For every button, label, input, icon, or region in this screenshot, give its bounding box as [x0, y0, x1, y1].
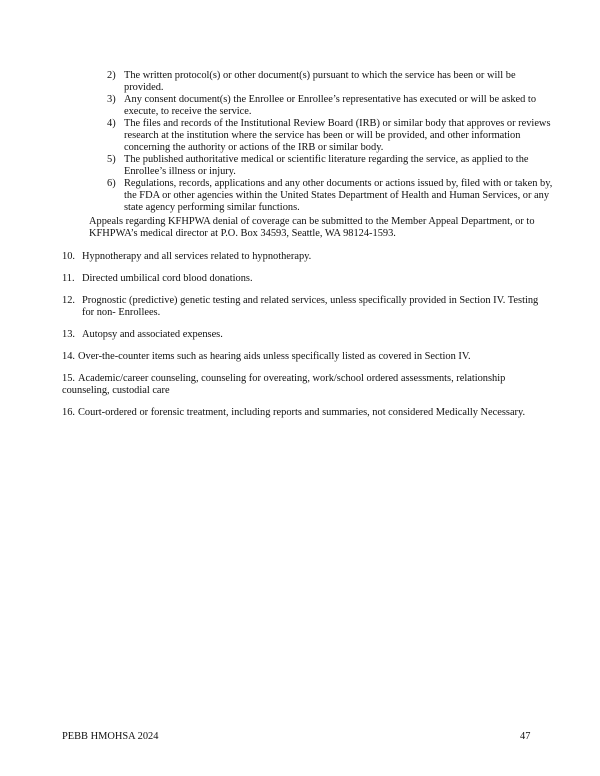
- sub-item-text: execute, to receive the service.: [124, 106, 252, 117]
- exclusion-number: 10.: [62, 251, 75, 262]
- footer-document-title: PEBB HMOHSA 2024: [62, 731, 159, 742]
- footer-page-number: 47: [520, 731, 531, 742]
- sub-item-text: Enrollee’s illness or injury.: [124, 166, 236, 177]
- sub-item-text: Any consent document(s) the Enrollee or Enrollee’s representative has executed or will be asked to: [124, 94, 537, 105]
- exclusion-text: counseling, custodial care: [62, 385, 170, 396]
- sub-item-number: 5): [107, 154, 116, 165]
- sub-item-number: 4): [107, 118, 116, 129]
- sub-item-text: Regulations, records, applications and any other documents or actions issued by, filed with or taken by,: [124, 178, 553, 189]
- sub-item-number: 2): [107, 70, 116, 81]
- exclusion-text: Hypnotherapy and all services related to hypnotherapy.: [82, 251, 312, 262]
- exclusion-number: 15.: [62, 373, 75, 384]
- exclusion-text: Court-ordered or forensic treatment, including reports and summaries, not considered Medically Necessary.: [78, 407, 526, 418]
- exclusion-number: 13.: [62, 329, 75, 340]
- sub-item-text: research at the institution where the service has been or will be provided, and other information: [124, 130, 521, 141]
- exclusion-text: Over-the-counter items such as hearing aids unless specifically listed as covered in Section IV.: [78, 351, 471, 362]
- exclusion-number: 12.: [62, 295, 75, 306]
- exclusion-text: for non- Enrollees.: [82, 307, 161, 318]
- exclusion-number: 14.: [62, 351, 75, 362]
- exclusion-text: Academic/career counseling, counseling for overeating, work/school ordered assessments, relationship: [78, 373, 506, 384]
- sub-item-text: concerning the authority or actions of the IRB or similar body.: [124, 142, 384, 153]
- sub-item-text: The files and records of the Institutional Review Board (IRB) or similar body that approves or reviews: [124, 118, 551, 129]
- exclusion-text: Autopsy and associated expenses.: [82, 329, 223, 340]
- sub-item-text: state agency performing similar functions.: [124, 202, 300, 213]
- exclusion-text: Prognostic (predictive) genetic testing and related services, unless specifically provided in Section IV. Testing: [82, 295, 539, 306]
- sub-item-text: provided.: [124, 82, 164, 93]
- appeals-paragraph: Appeals regarding KFHPWA denial of coverage can be submitted to the Member Appeal Department, or to: [89, 216, 535, 227]
- sub-item-text: The written protocol(s) or other document(s) pursuant to which the service has been or will be: [124, 70, 516, 81]
- sub-item-number: 6): [107, 178, 116, 189]
- sub-item-text: The published authoritative medical or scientific literature regarding the service, as applied to the: [124, 154, 529, 165]
- sub-item-number: 3): [107, 94, 116, 105]
- exclusion-text: Directed umbilical cord blood donations.: [82, 273, 253, 284]
- sub-item-text: the FDA or other agencies within the United States Department of Health and Human Services, or any: [124, 190, 550, 201]
- appeals-paragraph: KFHPWA’s medical director at P.O. Box 34593, Seattle, WA 98124-1593.: [89, 228, 396, 239]
- exclusion-number: 16.: [62, 407, 75, 418]
- exclusion-number: 11.: [62, 273, 75, 284]
